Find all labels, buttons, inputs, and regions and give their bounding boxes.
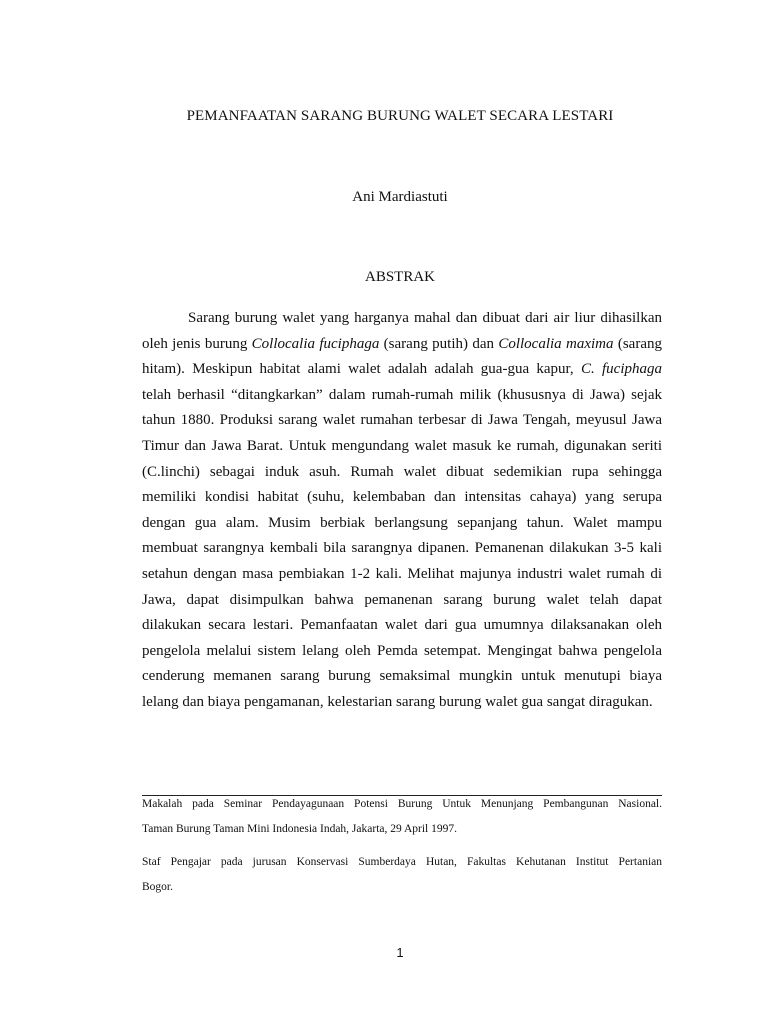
abstract-line bbox=[142, 460, 662, 486]
abstract-text: (sarang bbox=[613, 335, 662, 352]
footnote-seminar bbox=[142, 792, 662, 842]
abstract-line bbox=[142, 306, 662, 332]
abstract-text: Timur dan Jawa Barat. Untuk mengundang walet masuk ke rumah, digunakan seriti bbox=[142, 437, 662, 454]
abstract-text: dengan gua alam. Musim berbiak berlangsung sepanjang tahun. Walet mampu bbox=[142, 514, 662, 531]
abstract-text: membuat sarangnya kembali bila sarangnya dipanen. Pemanenan dilakukan 3-5 kali bbox=[142, 540, 662, 557]
abstract-text: cenderung memanen sarang burung semaksimal mungkin untuk menutupi biaya bbox=[142, 668, 662, 685]
abstract-body bbox=[142, 306, 662, 716]
footnote-line: Staf Pengajar pada jurusan Konservasi Sumberdaya Hutan, Fakultas Kehutanan Institut Pertanian bbox=[142, 856, 662, 868]
abstract-text: memiliki kondisi habitat (suhu, kelembaban dan intensitas cahaya) yang serupa bbox=[142, 489, 662, 506]
abstract-text: oleh jenis burung bbox=[142, 335, 252, 352]
species-name: Collocalia maxima bbox=[498, 335, 614, 352]
abstract-text: (sarang putih) dan bbox=[379, 335, 499, 352]
abstract-text: Jawa, dapat disimpulkan bahwa pemanenan sarang burung walet telah dapat bbox=[142, 591, 662, 608]
abstract-text: Sarang burung walet yang harganya mahal dan dibuat dari air liur dihasilkan bbox=[188, 310, 662, 326]
abstract-line bbox=[142, 588, 662, 614]
abstract-text: pengelola melalui sistem lelang oleh Pemda setempat. Mengingat bahwa pengelola bbox=[142, 642, 662, 659]
abstract-line bbox=[142, 511, 662, 537]
abstract-line bbox=[142, 639, 662, 665]
abstract-text: telah berhasil “ditangkarkan” dalam rumah-rumah milik (khususnya di Jawa) sejak bbox=[142, 386, 662, 403]
footnote-line: Taman Burung Taman Mini Indonesia Indah, Jakarta, 29 April 1997. bbox=[142, 823, 458, 835]
abstract-line bbox=[142, 485, 662, 511]
abstract-heading: ABSTRAK bbox=[364, 269, 435, 285]
footnote-line: Makalah pada Seminar Pendayagunaan Potensi Burung Untuk Menunjang Pembangunan Nasional. bbox=[142, 798, 662, 810]
abstract-line bbox=[142, 562, 662, 588]
abstract-line bbox=[142, 357, 662, 383]
abstract-line bbox=[142, 613, 662, 639]
abstract-line bbox=[142, 332, 662, 358]
species-name: Collocalia fuciphaga bbox=[251, 335, 380, 352]
abstract-text: tahun 1880. Produksi sarang walet rumahan terbesar di Jawa Tengah, meyusul Jawa bbox=[142, 412, 662, 429]
abstract-text: (C.linchi) sebagai induk asuh. Rumah walet dibuat sedemikian rupa sehingga bbox=[142, 463, 662, 480]
footnote-line: Bogor. bbox=[142, 881, 173, 893]
abstract-line bbox=[142, 383, 662, 409]
abstract-text: dilakukan secara lestari. Pemanfaatan walet dari gua umumnya dilaksanakan oleh bbox=[142, 617, 662, 634]
footnote-affiliation bbox=[142, 850, 662, 900]
abstract-line bbox=[142, 664, 662, 690]
author-name: Ani Mardiastuti bbox=[352, 189, 448, 205]
page-number: 1 bbox=[396, 945, 404, 960]
document-title: PEMANFAATAN SARANG BURUNG WALET SECARA LESTARI bbox=[186, 108, 614, 124]
abstract-line bbox=[142, 434, 662, 460]
abstract-text: setahun dengan masa pembiakan 1-2 kali. Melihat majunya industri walet rumah di bbox=[142, 565, 662, 582]
abstract-line bbox=[142, 690, 662, 716]
abstract-line bbox=[142, 408, 662, 434]
abstract-text: hitam). Meskipun habitat alami walet adalah adalah gua-gua kapur, bbox=[142, 361, 581, 378]
abstract-text: lelang dan biaya pengamanan, kelestarian sarang burung walet gua sangat diragukan. bbox=[142, 693, 653, 710]
abstract-line bbox=[142, 536, 662, 562]
species-name: C. fuciphaga bbox=[580, 361, 662, 378]
